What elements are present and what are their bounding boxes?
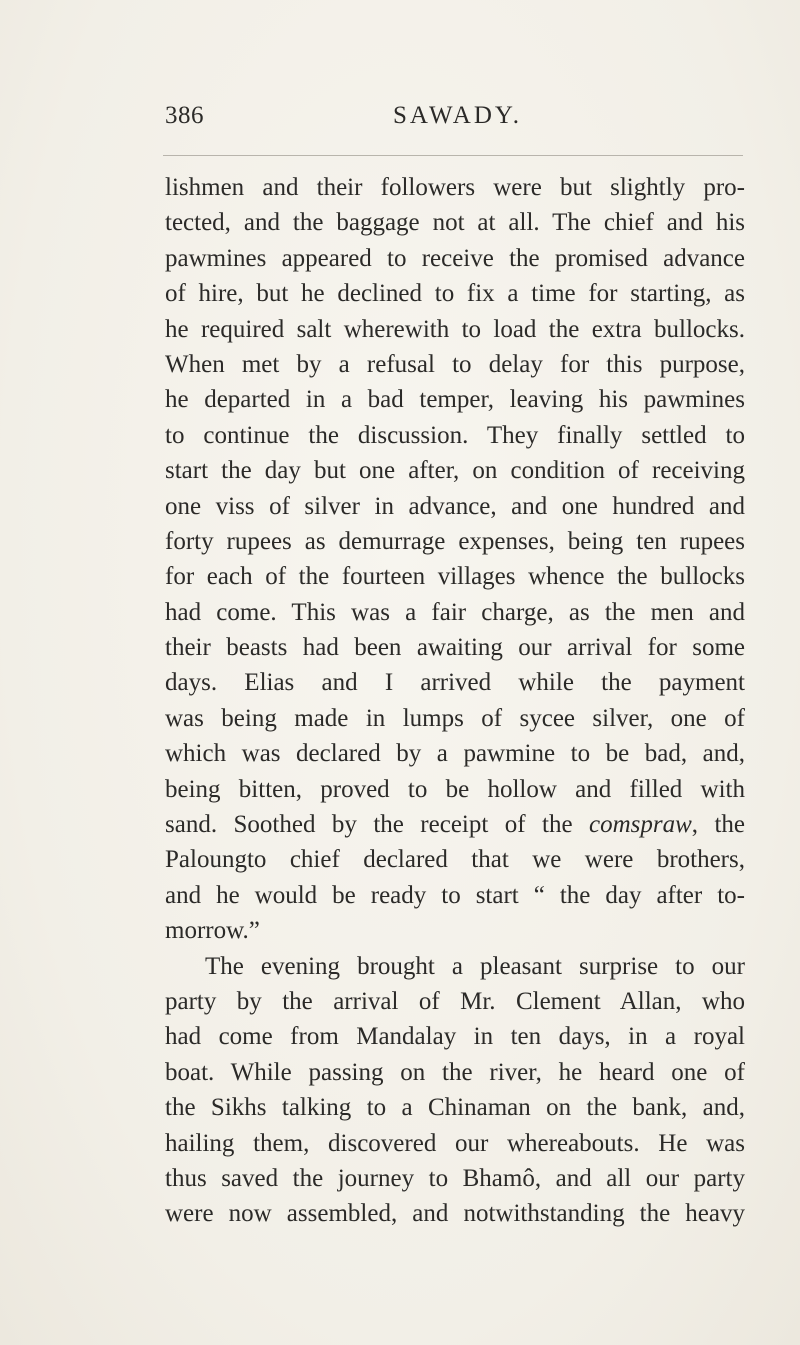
text-line: lishmen and their followers were but slightly pro- [165, 174, 745, 201]
paragraph-start-line: The evening brought a pleasant surprise to our [205, 952, 745, 980]
text-line: for each of the fourteen villages whence the bullocks [165, 563, 745, 591]
text-line: had come from Mandalay in ten days, in a royal [165, 1023, 745, 1051]
text-line: to continue the discussion. They finally settled to [165, 421, 745, 449]
text-line: start the day but one after, on condition of receiving [165, 457, 745, 485]
text-line: was being made in lumps of sycee silver, one of [165, 704, 745, 732]
text-line: boat. While passing on the river, he heard one of [165, 1058, 745, 1086]
body-text [165, 170, 745, 1232]
text-segment: , the [691, 811, 746, 839]
paragraph-end-line: morrow.” [165, 917, 260, 945]
text-segment: sand. Soothed by the receipt of the [165, 811, 573, 839]
text-line: days. Elias and I arrived while the payment [165, 669, 745, 697]
text-line: their beasts had been awaiting our arrival for some [165, 634, 745, 662]
text-line: Paloungto chief declared that we were brothers, [165, 846, 745, 874]
running-title: SAWADY. [393, 102, 522, 129]
page-number: 386 [165, 102, 204, 129]
italic-term: comspraw [588, 811, 692, 839]
text-line: had come. This was a fair charge, as the men and [165, 598, 745, 626]
text-line: the Sikhs talking to a Chinaman on the bank, and, [165, 1094, 745, 1122]
text-line: he departed in a bad temper, leaving his pawmines [165, 386, 745, 414]
text-line: were now assembled, and notwithstanding the heavy [165, 1200, 745, 1228]
text-line: and he would be ready to start “ the day after to- [165, 881, 745, 909]
text-line-with-italic [165, 807, 745, 842]
text-line: When met by a refusal to delay for this purpose, [165, 350, 745, 378]
text-line: party by the arrival of Mr. Clement Allan, who [165, 987, 745, 1015]
text-line: which was declared by a pawmine to be bad, and, [165, 740, 745, 768]
text-line: thus saved the journey to Bhamô, and all our party [165, 1164, 745, 1192]
text-line: hailing them, discovered our whereabouts. He was [165, 1129, 745, 1157]
header-rule [163, 155, 743, 156]
text-line: pawmines appeared to receive the promised advance [165, 244, 745, 272]
text-line: one viss of silver in advance, and one hundred and [165, 492, 745, 520]
text-line: tected, and the baggage not at all. The chief and his [165, 209, 745, 237]
page-header [165, 100, 745, 140]
text-line: being bitten, proved to be hollow and filled with [165, 775, 745, 803]
text-line: of hire, but he declined to fix a time for starting, as [165, 280, 745, 308]
text-line: forty rupees as demurrage expenses, being ten rupees [165, 527, 745, 555]
text-line: he required salt wherewith to load the extra bullocks. [165, 315, 745, 343]
